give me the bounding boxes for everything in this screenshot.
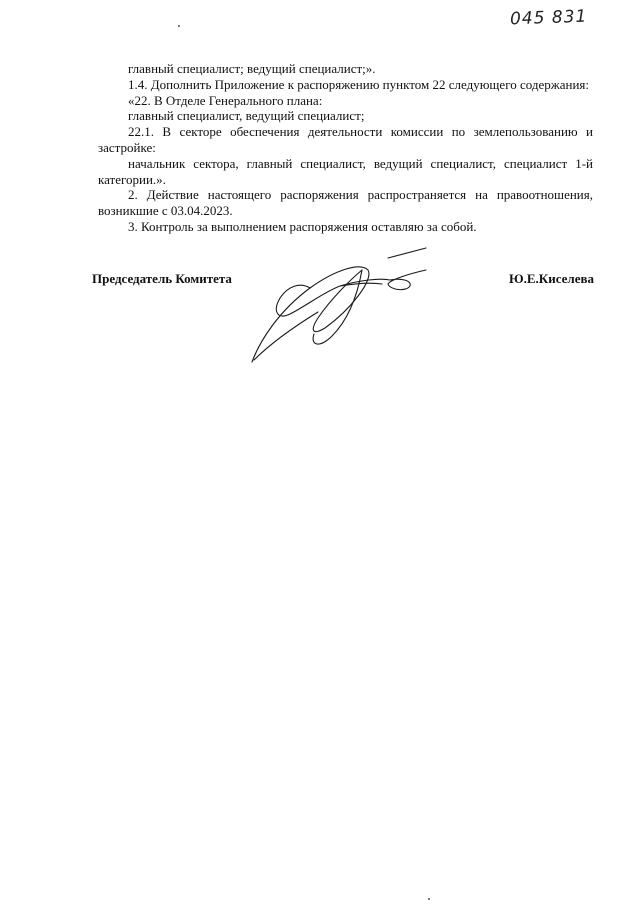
paragraph: 22.1. В секторе обеспечения деятельности комиссии по землепользованию и застройке: bbox=[98, 124, 593, 155]
handwritten-signature bbox=[240, 240, 430, 370]
scan-speck bbox=[178, 25, 180, 27]
paragraph: «22. В Отделе Генерального плана: bbox=[128, 92, 323, 108]
paragraph: начальник сектора, главный специалист, ведущий специалист, специалист 1-й категории.». bbox=[98, 155, 593, 187]
paragraph: 2. Действие настоящего распоряжения распространяется на правоотношения, возникшие с 03.04.2023. bbox=[98, 187, 593, 219]
paragraph: главный специалист, ведущий специалист; bbox=[128, 108, 365, 124]
scan-speck bbox=[428, 898, 430, 900]
paragraph: главный специалист; ведущий специалист;». bbox=[128, 61, 376, 76]
paragraph: 3. Контроль за выполнением распоряжения оставляю за собой. bbox=[128, 218, 477, 234]
paragraph: 1.4. Дополнить Приложение к распоряжению пунктом 22 следующего содержания: bbox=[128, 76, 589, 92]
document-body bbox=[98, 61, 593, 235]
handwritten-number: 045 831 bbox=[509, 6, 588, 30]
signer-name: Ю.Е.Киселева bbox=[508, 271, 594, 286]
position-title: Председатель Комитета bbox=[92, 271, 232, 286]
